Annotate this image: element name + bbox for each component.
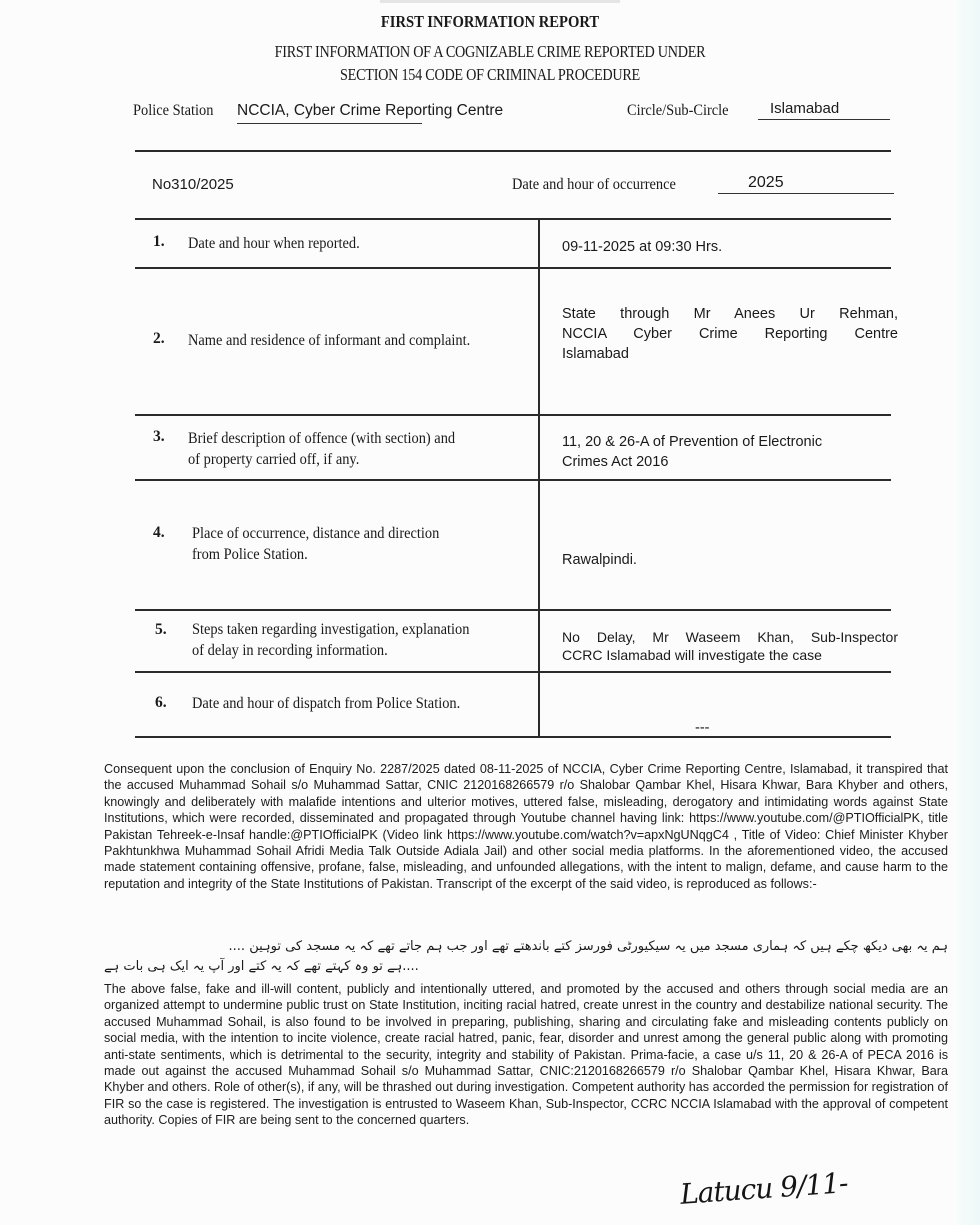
occurrence-label: Date and hour of occurrence: [512, 176, 676, 193]
circle-label: Circle/Sub-Circle: [627, 102, 729, 119]
scan-edge: [958, 0, 980, 1225]
narrative-paragraph-2: The above false, fake and ill-will content, publicly and intentionally uttered, and promoted by the accused and others through social media are an organized attempt to undermine public trust on State Institution, inciting racial hatred, create unrest in the country and destabilize national security. The accused Muhammad Sohail, is also found to be involved in preparing, publishing, sharing and circulating fake and misleading contents publicly on social media, with the intention to incite violence, create racial hatred, panic, fear, disorder and unrest among the general public along with promoting anti-state sentiments, which is detrimental to the security, integrity and stability of Pakistan. Prima-facie, a case u/s 11, 20 & 26-A of PECA 2016 is made out against the accused Muhammad Sohail s/o Muhammad Sattar, CNIC:2120168266579 r/o Shalobar Qambar Khel, Hisara Khwar, Bara Khyber and others. Role of other(s), if any, will be thrashed out during investigation. Competent authority has accorded the permission for registration of FIR so the case is registered. The investigation is entrusted to Waseem Khan, Sub-Inspector, CCRC NCCIA Islamabad with the approval of competent authority. Copies of FIR are being sent to the concerned quarters.: [104, 982, 948, 1128]
row-number: 6.: [155, 694, 167, 711]
table-top-rule: [135, 218, 891, 220]
label-line: of property carried off, if any.: [188, 451, 360, 468]
label-line: Place of occurrence, distance and direction: [192, 525, 440, 542]
narrative-paragraph-1: Consequent upon the conclusion of Enquiry No. 2287/2025 dated 08-11-2025 of NCCIA, Cyber Crime Reporting Centre, Islamabad, it transpired that the accused Muhammad Sohail s/o Muhammad Sattar, CNIC 2120168266579 r/o Shalobar Qambar Khel, Hisara Khwar, Bara Khyber and others, knowingly and deliberately with malafide intentions and ulterior motives, uttered false, misleading, derogatory and intimidating words against State Institutions, which were recorded, disseminated and propagated through Youtube channel having link: https://www.youtube.com/@PTIOfficialPK, title Pakistan Tehreek-e-Insaf handle:@PTIOfficialPK (Video link https://www.youtube.com/watch?v=apxNgUNqgC4 , Title of Video: Chief Minister Khyber Pakhtunkhwa Muhammad Sohail Afridi Media Talk Outside Adiala Jail) and other social media platforms. In the aforementioned video, the accused made statement containing offensive, profane, false, misleading, and unfounded allegations, with the intent to malign, defame, and cause harm to the reputation and integrity of the State Institutions of Pakistan. Transcript of the excerpt of the said video, is reproduced as follows:-: [104, 762, 948, 891]
row-number: 1.: [153, 233, 165, 250]
table-rule: [135, 609, 891, 611]
table-rule: [135, 267, 891, 269]
row-label: [192, 523, 513, 565]
urdu-transcript-line-1: ہم یہ بھی دیکھ چکے ہیں کہ ہماری مسجد میں یہ سیکیورٹی فورسز کتے باندھتے تھے اور جب ہم جاتے تھے کہ یہ مسجد کی توہین ....: [228, 939, 948, 954]
officer-signature: Latucu 9/11-: [679, 1166, 849, 1211]
row-label: Date and hour of dispatch from Police Station.: [192, 695, 461, 712]
table-rule: [135, 414, 891, 416]
value-line: 11, 20 & 26-A of Prevention of Electronic: [562, 434, 823, 450]
row-number: 3.: [153, 428, 165, 445]
row-value: ---: [695, 720, 710, 736]
label-line: Brief description of offence (with section) and: [188, 430, 456, 447]
label-line: from Police Station.: [192, 546, 308, 563]
value-line: No Delay, Mr Waseem Khan, Sub-Inspector: [562, 629, 898, 645]
value-line: State through Mr Anees Ur Rehman,: [562, 306, 898, 322]
label-line: Steps taken regarding investigation, explanation: [192, 621, 470, 638]
urdu-transcript-line-2: ....ہے تو وہ کہتے تھے کہ یہ کتے اور آپ یہ ایک ہی بات ہے: [104, 959, 419, 974]
value-line: CCRC Islamabad will investigate the case: [562, 647, 822, 663]
row-value: [562, 304, 898, 364]
value-line: Islamabad: [562, 346, 629, 362]
value-line: NCCIA Cyber Crime Reporting Centre: [562, 326, 898, 342]
row-value: 09-11-2025 at 09:30 Hrs.: [562, 239, 723, 255]
police-station-label: Police Station: [133, 102, 214, 119]
row-label: [192, 619, 536, 661]
fir-number: No310/2025: [152, 176, 234, 193]
occurrence-value: 2025: [748, 174, 784, 191]
document-subtitle-line1: FIRST INFORMATION OF A COGNIZABLE CRIME REPORTED UNDER: [274, 42, 706, 61]
circle-underline: [758, 119, 890, 120]
table-rule: [135, 671, 891, 673]
table-column-divider: [538, 218, 540, 738]
occurrence-underline: [718, 193, 894, 194]
table-rule: [135, 479, 891, 481]
police-station-underline: [237, 123, 422, 124]
document-subtitle-line2: SECTION 154 CODE OF CRIMINAL PROCEDURE: [340, 65, 640, 84]
row-label: Name and residence of informant and complaint.: [188, 332, 471, 349]
document-title: FIRST INFORMATION REPORT: [380, 12, 600, 31]
row-value: [562, 628, 898, 664]
label-line: of delay in recording information.: [192, 642, 388, 659]
header-divider: [135, 150, 891, 152]
row-label: [188, 428, 532, 470]
table-bottom-rule: [135, 736, 891, 738]
row-value: Rawalpindi.: [562, 552, 637, 568]
row-number: 2.: [153, 330, 165, 347]
circle-value: Islamabad: [770, 100, 840, 117]
police-station-value: NCCIA, Cyber Crime Reporting Centre: [237, 102, 504, 119]
value-line: Crimes Act 2016: [562, 454, 669, 470]
row-label: Date and hour when reported.: [188, 235, 360, 252]
row-value: [562, 432, 898, 472]
row-number: 5.: [155, 621, 167, 638]
row-number: 4.: [153, 524, 165, 541]
page-top-edge: [380, 0, 620, 3]
